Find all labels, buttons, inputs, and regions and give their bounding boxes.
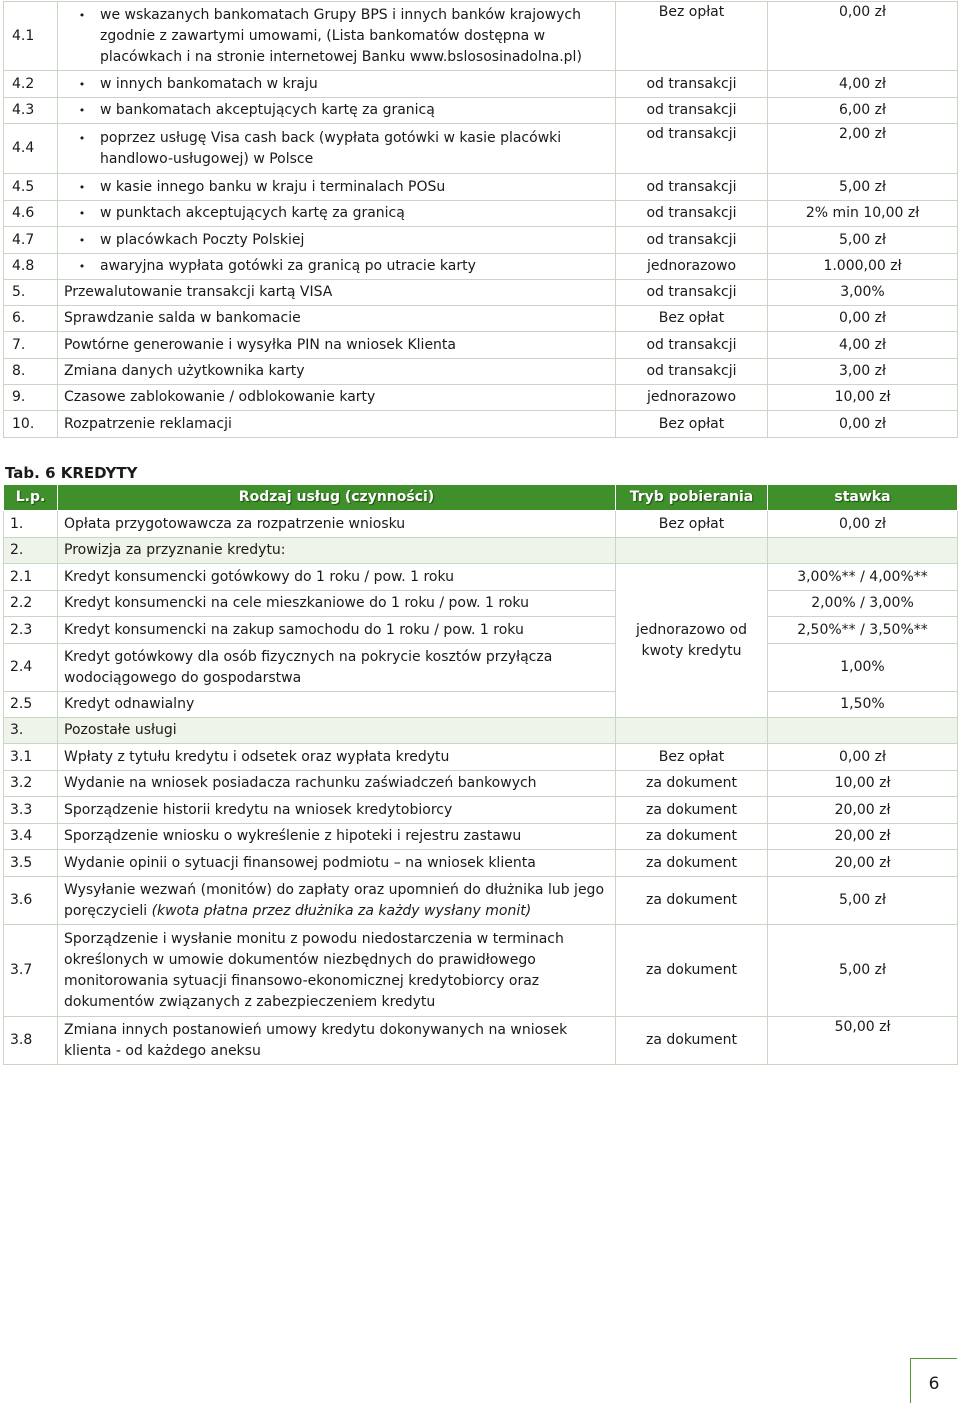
row-description: Sporządzenie historii kredytu na wniosek kredytobiorcy (58, 797, 616, 824)
row-number: 5. (4, 280, 58, 306)
row-rate: 0,00 zł (768, 2, 958, 71)
row-mode: za dokument (616, 850, 768, 877)
row-description: Wydanie na wniosek posiadacza rachunku zaświadczeń bankowych (58, 771, 616, 797)
row-description: Wysyłanie wezwań (monitów) do zapłaty oraz upomnień do dłużnika lub jego poręczycieli (kwota płatna przez dłużnika za każdy wysłany monit) (58, 877, 616, 925)
row-number: 3.1 (4, 744, 58, 771)
row-number: 6. (4, 306, 58, 332)
row-mode: za dokument (616, 925, 768, 1017)
row-rate: 6,00 zł (768, 98, 958, 124)
row-description: • we wskazanych bankomatach Grupy BPS i innych banków krajowych zgodnie z zawartymi umowami, (Lista bankomatów dostępna w placówkach i na stronie internetowej Banku www.bslososinadolna.pl) (58, 2, 616, 71)
table-row (4, 824, 958, 850)
bullet-icon: • (78, 180, 86, 194)
row-rate: 3,00%** / 4,00%** (768, 564, 958, 591)
row-mode: Bez opłat (616, 2, 768, 71)
row-number: 4.1 (4, 2, 58, 71)
row-description: Kredyt odnawialny (58, 692, 616, 718)
row-rate: 4,00 zł (768, 71, 958, 98)
row-mode: Bez opłat (616, 511, 768, 538)
row-number: 2.4 (4, 644, 58, 692)
table-row (4, 538, 958, 564)
row-mode: jednorazowo (616, 385, 768, 411)
row-mode: za dokument (616, 877, 768, 925)
bullet-icon: • (78, 260, 86, 273)
table-row (4, 511, 958, 538)
row-description: Kredyt gotówkowy dla osób fizycznych na pokrycie kosztów przyłącza wodociągowego do gospodarstwa (58, 644, 616, 692)
row-number: 8. (4, 359, 58, 385)
row-description: Rozpatrzenie reklamacji (58, 411, 616, 438)
section-title: Tab. 6 KREDYTY (5, 464, 138, 482)
row-description: Sprawdzanie salda w bankomacie (58, 306, 616, 332)
row-mode: Bez opłat (616, 306, 768, 332)
bullet-icon: • (78, 104, 86, 117)
row-rate: 2,00 zł (768, 124, 958, 174)
row-mode: Bez opłat (616, 411, 768, 438)
row-number: 3.2 (4, 771, 58, 797)
row-rate: 2,50%** / 3,50%** (768, 617, 958, 644)
table-row (4, 617, 958, 644)
row-number: 3.3 (4, 797, 58, 824)
bullet-icon: • (78, 8, 86, 22)
row-rate: 0,00 zł (768, 744, 958, 771)
table-row (4, 254, 958, 280)
row-rate: 0,00 zł (768, 511, 958, 538)
row-rate: 20,00 zł (768, 797, 958, 824)
row-number: 4.2 (4, 71, 58, 98)
row-rate: 1,00% (768, 644, 958, 692)
row-description: • awaryjna wypłata gotówki za granicą po utracie karty (58, 254, 616, 280)
table-row (4, 925, 958, 1017)
row-rate: 5,00 zł (768, 925, 958, 1017)
row-rate: 5,00 zł (768, 877, 958, 925)
row-mode: od transakcji (616, 98, 768, 124)
table-row (4, 227, 958, 254)
header-rate: stawka (768, 485, 958, 511)
row-rate: 1.000,00 zł (768, 254, 958, 280)
row-mode: od transakcji (616, 280, 768, 306)
row-mode: od transakcji (616, 124, 768, 174)
table-row (4, 2, 958, 71)
row-description: • w bankomatach akceptujących kartę za granicą (58, 98, 616, 124)
row-number: 2.2 (4, 591, 58, 617)
table-row (4, 692, 958, 718)
row-description: Przewalutowanie transakcji kartą VISA (58, 280, 616, 306)
row-number: 3.6 (4, 877, 58, 925)
row-rate: 3,00 zł (768, 359, 958, 385)
row-mode: jednorazowo (616, 254, 768, 280)
row-number: 2. (4, 538, 58, 564)
row-description: Zmiana danych użytkownika karty (58, 359, 616, 385)
row-description: • w innych bankomatach w kraju (58, 71, 616, 98)
row-number: 3. (4, 718, 58, 744)
row-rate: 0,00 zł (768, 306, 958, 332)
row-description: Wpłaty z tytułu kredytu i odsetek oraz wypłata kredytu (58, 744, 616, 771)
row-description: Wydanie opinii o sytuacji finansowej podmiotu – na wniosek klienta (58, 850, 616, 877)
bullet-icon: • (78, 77, 86, 91)
header-num: L.p. (4, 485, 58, 511)
row-mode: od transakcji (616, 71, 768, 98)
bullet-icon: • (78, 233, 86, 247)
row-number: 9. (4, 385, 58, 411)
table-row (4, 1017, 958, 1065)
row-mode: od transakcji (616, 359, 768, 385)
row-rate: 50,00 zł (768, 1017, 958, 1065)
card-fees-table (3, 1, 958, 438)
bullet-icon: • (78, 207, 86, 220)
row-number: 4.8 (4, 254, 58, 280)
table-header-row (4, 485, 958, 511)
row-description: • w punktach akceptujących kartę za granicą (58, 201, 616, 227)
row-number: 1. (4, 511, 58, 538)
row-number: 4.7 (4, 227, 58, 254)
row-mode: od transakcji (616, 227, 768, 254)
row-rate: 10,00 zł (768, 385, 958, 411)
row-number: 4.5 (4, 174, 58, 201)
row-rate: 1,50% (768, 692, 958, 718)
table-row (4, 124, 958, 174)
table-row (4, 385, 958, 411)
row-number: 3.7 (4, 925, 58, 1017)
table-row (4, 332, 958, 359)
row-rate: 20,00 zł (768, 850, 958, 877)
row-description: Prowizja za przyznanie kredytu: (58, 538, 616, 564)
row-description: Powtórne generowanie i wysyłka PIN na wniosek Klienta (58, 332, 616, 359)
row-rate: 5,00 zł (768, 174, 958, 201)
row-description: Pozostałe usługi (58, 718, 616, 744)
row-description: Kredyt konsumencki na zakup samochodu do 1 roku / pow. 1 roku (58, 617, 616, 644)
row-mode: Bez opłat (616, 744, 768, 771)
row-number: 2.1 (4, 564, 58, 591)
row-number: 3.5 (4, 850, 58, 877)
row-description: Zmiana innych postanowień umowy kredytu dokonywanych na wniosek klienta - od każdego aneksu (58, 1017, 616, 1065)
table-row (4, 771, 958, 797)
table-row (4, 174, 958, 201)
row-rate: 5,00 zł (768, 227, 958, 254)
row-rate: 4,00 zł (768, 332, 958, 359)
table-row (4, 718, 958, 744)
row-description: Sporządzenie i wysłanie monitu z powodu niedostarczenia w terminach określonych w umowie dokumentów niezbędnych do prawidłowego monitorowania sytuacji finansowo-ekonomicznej kredytobiorcy oraz dokumentów związanych z zabezpieczeniem kredytu (58, 925, 616, 1017)
row-mode: za dokument (616, 1017, 768, 1065)
row-description: Opłata przygotowawcza za rozpatrzenie wniosku (58, 511, 616, 538)
table-row (4, 411, 958, 438)
table-row (4, 280, 958, 306)
header-service: Rodzaj usług (czynności) (58, 485, 616, 511)
row-number: 4.6 (4, 201, 58, 227)
row-number: 2.3 (4, 617, 58, 644)
table-row (4, 359, 958, 385)
row-number: 7. (4, 332, 58, 359)
row-rate: 2,00% / 3,00% (768, 591, 958, 617)
row-rate: 20,00 zł (768, 824, 958, 850)
row-number: 3.8 (4, 1017, 58, 1065)
table-row (4, 98, 958, 124)
table-row (4, 306, 958, 332)
row-description: • poprzez usługę Visa cash back (wypłata gotówki w kasie placówki handlowo-usługowej) w Polsce (58, 124, 616, 174)
row-rate: 0,00 zł (768, 411, 958, 438)
row-rate: 2% min 10,00 zł (768, 201, 958, 227)
row-number: 4.4 (4, 124, 58, 174)
row-description: Czasowe zablokowanie / odblokowanie karty (58, 385, 616, 411)
row-number: 2.5 (4, 692, 58, 718)
row-mode: od transakcji (616, 201, 768, 227)
table-row (4, 850, 958, 877)
page-number: 6 (910, 1358, 957, 1403)
table-row (4, 591, 958, 617)
table-row (4, 644, 958, 692)
row-description: Kredyt konsumencki na cele mieszkaniowe do 1 roku / pow. 1 roku (58, 591, 616, 617)
row-rate: 10,00 zł (768, 771, 958, 797)
row-mode: od transakcji (616, 174, 768, 201)
table-row (4, 797, 958, 824)
row-mode: od transakcji (616, 332, 768, 359)
credits-table (3, 484, 958, 1065)
table-row (4, 877, 958, 925)
row-number: 4.3 (4, 98, 58, 124)
row-description-note: (kwota płatna przez dłużnika za każdy wysłany monit) (151, 902, 532, 919)
row-mode: za dokument (616, 771, 768, 797)
table-row (4, 744, 958, 771)
header-mode: Tryb pobierania (616, 485, 768, 511)
table-row (4, 201, 958, 227)
table-row (4, 564, 958, 591)
row-rate: 3,00% (768, 280, 958, 306)
row-description: Kredyt konsumencki gotówkowy do 1 roku / pow. 1 roku (58, 564, 616, 591)
row-mode: za dokument (616, 797, 768, 824)
row-description: Sporządzenie wniosku o wykreślenie z hipoteki i rejestru zastawu (58, 824, 616, 850)
row-description: • w placówkach Poczty Polskiej (58, 227, 616, 254)
bullet-icon: • (78, 131, 86, 145)
table-row (4, 71, 958, 98)
row-number: 3.4 (4, 824, 58, 850)
merged-mode-cell: jednorazowo od kwoty kredytu (616, 564, 768, 718)
row-number: 10. (4, 411, 58, 438)
row-description: • w kasie innego banku w kraju i terminalach POSu (58, 174, 616, 201)
row-mode: za dokument (616, 824, 768, 850)
